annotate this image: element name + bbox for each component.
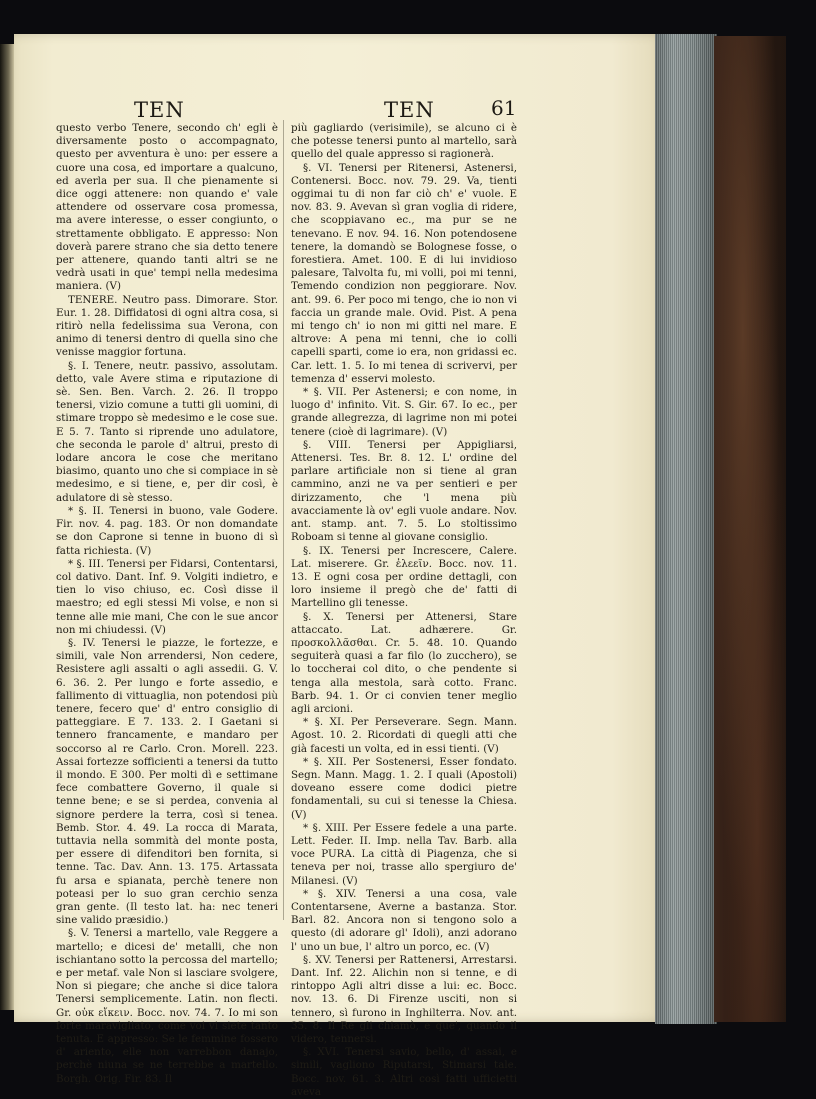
paragraph: * §. XI. Per Perseverare. Segn. Mann. Agost. 10. 2. Ricordati di quegli atti che già facesti un volta, ed in essi tienti. (V) [291, 716, 517, 755]
paragraph: §. IV. Tenersi le piazze, le fortezze, e simili, vale Non arrendersi, Non cedere, Resistere agli assalti o agli assedii. G. V. 6. 36. 2. Per lungo e forte assedio, e fallimento di vittuaglia, non potendosi più tenere, fecero que' d' entro consiglio di patteggiare. E 7. 133. 2. I Gaetani si tennero francamente, e mandaro per soccorso al re Carlo. Cron. Morell. 223. Assai fortezze sofficienti a tenersi da tutto il mondo. E 300. Per molti dì e settimane fece combattere Governo, il quale si tenne bene; e se si perdea, convenia al signore perdere la terra, così si tenea. Bemb. Stor. 4. 49. La rocca di Marata, tuttavia nella sommità del monte posta, per essere di difenditori ben fornita, si tenne. Tac. Dav. Ann. 13. 175. Artassata fu arsa e spianata, perchè tenere non poteasi per lo suo gran cerchio senza gran gente. (Il testo lat. ha: nec teneri sine valido præsidio.) [56, 636, 278, 927]
paragraph: §. XV. Tenersi per Rattenersi, Arrestarsi. Dant. Inf. 22. Alichin non si tenne, e di rintoppo Agli altri disse a lui: ec. Bocc. nov. 13. 6. Di Firenze usciti, non si tennero, sì furono in Inghilterra. Nov. ant. 35. 8. Il Re gli chiamò, e que', quando il videro, tennersi. [291, 953, 517, 1046]
leather-cover [714, 36, 786, 1022]
paragraph: §. IX. Tenersi per Increscere, Calere. Lat. miserere. Gr. ἐλεεῖν. Bocc. nov. 11. 13. E ogni cosa per ordine dettagli, con loro insieme il pregò che de' fatti di Martellino gli tenesse. [291, 544, 517, 610]
page-stack-fore-edge [655, 34, 717, 1024]
paragraph: * §. II. Tenersi in buono, vale Godere. Fir. nov. 4. pag. 183. Or non domandate se don Caprone si tenne in buono di sì fatta richiesta. (V) [56, 504, 278, 557]
paragraph: * §. XII. Per Sostenersi, Esser fondato. Segn. Mann. Magg. 1. 2. I quali (Apostoli) doveano essere come dodici pietre fondamentali, su cui si tenesse la Chiesa. (V) [291, 755, 517, 821]
paragraph: * §. XIV. Tenersi a una cosa, vale Contentarsene, Averne a bastanza. Stor. Barl. 82. Ancora non si tengono solo a questo (di adorare gl' Idoli), anzi adorano l' uno un bue, l' altro un porco, ec. (V) [291, 887, 517, 953]
paragraph: più gagliardo (verisimile), se alcuno ci è che potesse tenersi punto al martello, sarà quello del quale appresso si ragionerà. [291, 122, 517, 161]
right-text-column [291, 122, 517, 1098]
paragraph: * §. XIII. Per Essere fedele a una parte. Lett. Feder. II. Imp. nella Tav. Barb. alla voce PURA. La città di Piagenza, che si teneva per noi, trasse allo spergiuro de' Milanesi. (V) [291, 821, 517, 887]
paragraph: §. I. Tenere, neutr. passivo, assolutam. detto, vale Avere stima e riputazione di sè. Sen. Ben. Varch. 2. 26. Il troppo tenersi, vizio comune a tutti gli uomini, di stimare troppo sè medesimo e le cose sue. E 5. 7. Tanto si riprende uno adulatore, che seconda le parole d' altrui, presto di lodare ancora le cose che meritano biasimo, quanto uno che si compiace in sè medesimo, e si tiene, e, per dir così, è adulatore di sè stesso. [56, 359, 278, 504]
running-head-right: TEN [384, 98, 435, 122]
paragraph: §. VI. Tenersi per Ritenersi, Astenersi, Contenersi. Bocc. nov. 79. 29. Va, tienti oggimai tu di non far ciò ch' e' vuole. E nov. 83. 9. Avevan sì gran voglia di ridere, che scoppiavano ec., ma pur se ne tenevano. E nov. 94. 16. Non potendosene tenere, la domandò se Bolognese fosse, o forestiera. Amet. 100. E di lui invidioso palesare, Talvolta fu, mi volli, poi mi tenni, Temendo condizion non peggiorare. Nov. ant. 99. 6. Per poco mi tengo, che io non vi faccia un grande male. Ovid. Pist. A pena mi tengo ch' io non mi gitti nel mare. E altrove: A pena mi tenni, che io colli capelli sparti, come io era, non gridassi ec. Car. lett. 1. 5. Io mi tenea di scrivervi, per temenza d' esservi molesto. [291, 161, 517, 385]
paragraph: questo verbo Tenere, secondo ch' egli è diversamente posto o accompagnato, questo per avventura è uno: per essere a cuore una cosa, ed importare a qualcuno, ed averla per sua. Il che pienamente si dice oggi attenere: non quando e' vale attendere od osservare cosa promessa, ma avere interesse, o esser congiunto, o strettamente obbligato. E appresso: Non doverà parere strano che sia detto tenere per attenere, quando tanti altri se ne vedrà usati in que' tempi nella medesima maniera. (V) [56, 122, 278, 293]
paragraph: §. XVI. Tenersi savio, bello, d' assai, e simili, vagliono Riputarsi, Stimarsi tale. Bocc. nov. 61. 3. Altri così fatti ufficietti aveva [291, 1046, 517, 1098]
paragraph: * §. VII. Per Astenersi; e con nome, in luogo d' infinito. Vit. S. Gir. 67. Io ec., per grande allegrezza, di lagrime non mi potei tenere (cioè di lagrimare). (V) [291, 386, 517, 438]
paragraph: §. V. Tenersi a martello, vale Reggere a martello; e dicesi de' metalli, che non ischiantano sotto la percossa del martello; e per metaf. vale Non si lasciare svolgere, Non si piegare; che anche si dice talora Tenersi semplicemente. Latin. non flecti. Gr. οὐκ εἴκειν. Bocc. nov. 74. 7. Io mi son forte maravigliato, come voi vi siete tanto tenuta. E appresso: Se le femmine fossero d' ariento, elle non varrebbon danajo, perchè niuna se ne terrebbe a martello. Borgh. Orig. Fir. 83. Il [56, 927, 278, 1085]
paragraph: * §. III. Tenersi per Fidarsi, Contentarsi, col dativo. Dant. Inf. 9. Volgiti indietro, e tien lo viso chiuso, ec. Così disse il maestro; ed egli stessi Mi volse, e non si tenne alle mie mani, Che con le sue ancor non mi chiudessi. (V) [56, 557, 278, 636]
page-number: 61 [491, 96, 517, 120]
paragraph: TENERE. Neutro pass. Dimorare. Stor. Eur. 1. 28. Diffidatosi di ogni altra cosa, si ritirò nella fedelissima sua Verona, con animo di tenersi dentro di quella sino che venisse maggior fortuna. [56, 293, 278, 359]
paragraph: §. VIII. Tenersi per Appigliarsi, Attenersi. Tes. Br. 8. 12. L' ordine del parlare artificiale non si tiene al gran cammino, anzi ne va per sentieri e per dirizzamento, che 'l mena più avacciamente là ov' egli vuole andare. Nov. ant. stamp. ant. 7. 5. Lo stoltissimo Roboam si tenne al giovane consiglio. [291, 438, 517, 544]
column-divider [283, 120, 284, 920]
left-page-edge [0, 44, 14, 1010]
left-text-column [56, 122, 278, 1085]
paragraph: §. X. Tenersi per Attenersi, Stare attaccato. Lat. adhærere. Gr. προσκολλᾶσθαι. Cr. 5. 48. 10. Quando seguiterà quasi a far filo (lo zucchero), se lo toccherai col dito, o che pendente si tenga alla mestola, sarà cotto. Franc. Barb. 94. 1. Or ci convien tener meglio agli arcioni. [291, 610, 517, 715]
running-head-left: TEN [134, 98, 185, 122]
